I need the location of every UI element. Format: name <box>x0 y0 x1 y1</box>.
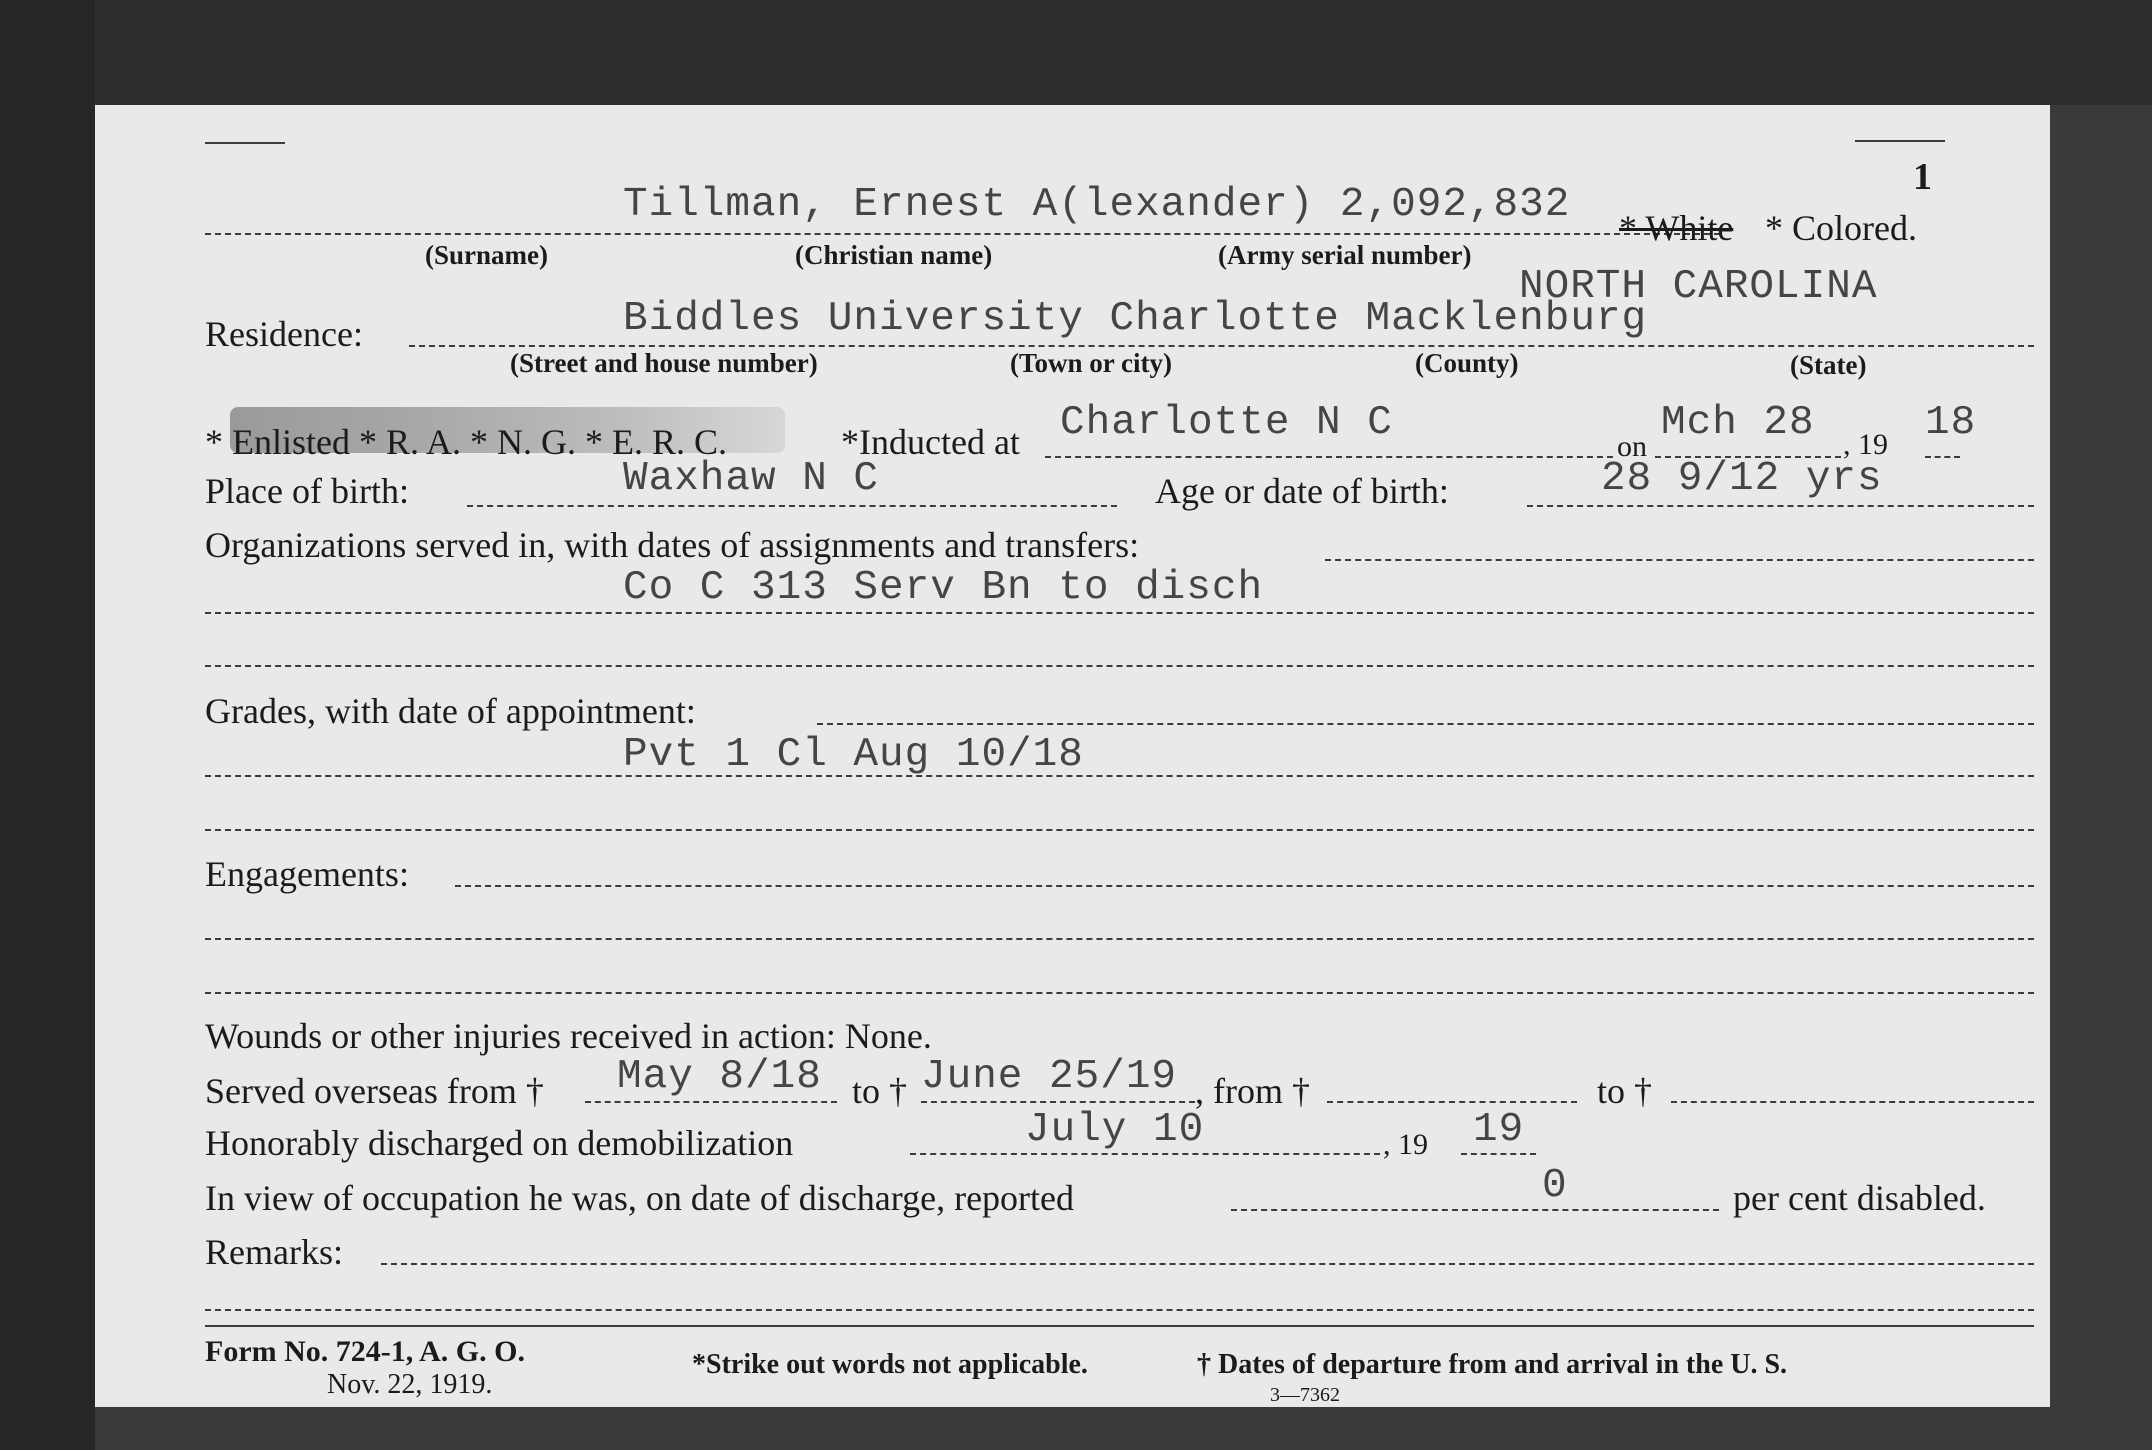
dates-note: † Dates of departure from and arrival in the U. S. <box>1197 1349 1788 1380</box>
disability-label: In view of occupation he was, on date of discharge, reported <box>205 1178 1075 1218</box>
town-label: (Town or city) <box>1010 348 1172 378</box>
disability-suffix: per cent disabled. <box>1733 1178 1986 1218</box>
engagements-line-1 <box>455 885 2034 887</box>
inducted-value: Charlotte N C <box>1060 400 1393 446</box>
inducted-date-value: Mch 28 <box>1661 400 1815 446</box>
discharge-date-value: July 10 <box>1025 1107 1205 1153</box>
overseas-from-line <box>585 1101 837 1103</box>
overseas-from-value: May 8/18 <box>617 1054 822 1100</box>
wounds-text: Wounds or other injuries received in action: None. <box>205 1016 932 1056</box>
name-line <box>205 233 1720 235</box>
serial-number-label: (Army serial number) <box>1218 240 1472 270</box>
name-value: Tillman, Ernest A(lexander) 2,092,832 <box>623 182 1571 228</box>
residence-label: Residence: <box>205 314 363 354</box>
overseas-to-line <box>921 1101 1195 1103</box>
place-of-birth-line <box>467 505 1117 507</box>
discharge-label: Honorably discharged on demobilization <box>205 1123 794 1163</box>
surname-label: (Surname) <box>425 240 548 270</box>
residence-value: Biddles University Charlotte Macklenburg <box>623 296 1648 342</box>
overseas-to-label: to † <box>852 1071 908 1111</box>
discharge-year-prefix: , 19 <box>1383 1128 1428 1161</box>
form-number: Form No. 724-1, A. G. O. <box>205 1335 525 1368</box>
inducted-line <box>1045 456 1613 458</box>
inducted-label: *Inducted at <box>841 422 1020 462</box>
form-code: 3—7362 <box>1270 1384 1340 1406</box>
christian-name-label: (Christian name) <box>795 240 993 270</box>
overseas-from2-label: , from † <box>1195 1071 1310 1111</box>
place-of-birth-value: Waxhaw N C <box>623 456 880 502</box>
service-record-card <box>95 105 2050 1407</box>
inducted-year-value: 18 <box>1925 400 1977 446</box>
age-line <box>1527 505 2034 507</box>
corner-mark-left <box>205 142 285 144</box>
disability-line <box>1231 1209 1719 1211</box>
scan-backdrop-left <box>0 0 95 1450</box>
inducted-year-prefix: , 19 <box>1843 428 1888 461</box>
footer-rule <box>205 1325 2034 1327</box>
engagements-line-3 <box>205 992 2034 994</box>
discharge-date-line <box>910 1153 1380 1155</box>
grades-value: Pvt 1 Cl Aug 10/18 <box>623 732 1084 778</box>
organizations-line-1 <box>1325 559 2034 561</box>
discharge-year-line <box>1461 1153 1536 1155</box>
overseas-label: Served overseas from † <box>205 1071 544 1111</box>
residence-state-value: NORTH CAROLINA <box>1519 264 1878 310</box>
grades-label: Grades, with date of appointment: <box>205 691 696 731</box>
strike-out-note: *Strike out words not applicable. <box>692 1349 1088 1380</box>
discharge-year-value: 19 <box>1473 1107 1525 1153</box>
scan-backdrop-top <box>0 0 2152 105</box>
race-white: * White <box>1619 208 1734 248</box>
state-label: (State) <box>1790 350 1867 380</box>
grades-line-3 <box>205 829 2034 831</box>
remarks-label: Remarks: <box>205 1232 343 1272</box>
remarks-line-2 <box>205 1309 2034 1311</box>
overseas-to2-label: to † <box>1597 1071 1653 1111</box>
residence-line <box>409 345 2034 347</box>
overseas-to2-line <box>1671 1101 2034 1103</box>
grades-line-1 <box>817 723 2034 725</box>
overseas-from2-line <box>1327 1101 1577 1103</box>
race-colored: * Colored. <box>1765 208 1917 248</box>
form-date: Nov. 22, 1919. <box>327 1369 493 1400</box>
place-of-birth-label: Place of birth: <box>205 471 409 511</box>
street-label: (Street and house number) <box>510 348 818 378</box>
organizations-value: Co C 313 Serv Bn to disch <box>623 565 1264 611</box>
enlistment-options: * Enlisted * R. A. * N. G. * E. R. C. <box>205 422 728 462</box>
grades-line-2 <box>205 775 2034 777</box>
organizations-line-2 <box>205 612 2034 614</box>
engagements-label: Engagements: <box>205 854 409 894</box>
inducted-year-line <box>1925 456 1960 458</box>
page-number: 1 <box>1913 156 1932 198</box>
overseas-to-value: June 25/19 <box>921 1054 1178 1100</box>
age-value: 28 9/12 yrs <box>1601 456 1883 502</box>
disability-value: 0 <box>1542 1163 1568 1209</box>
county-label: (County) <box>1415 348 1519 378</box>
age-label: Age or date of birth: <box>1155 471 1449 511</box>
on-label: on <box>1617 430 1647 463</box>
organizations-line-3 <box>205 665 2034 667</box>
remarks-line-1 <box>381 1263 2034 1265</box>
organizations-label: Organizations served in, with dates of assignments and transfers: <box>205 525 1140 565</box>
engagements-line-2 <box>205 938 2034 940</box>
corner-mark-right <box>1855 140 1945 142</box>
